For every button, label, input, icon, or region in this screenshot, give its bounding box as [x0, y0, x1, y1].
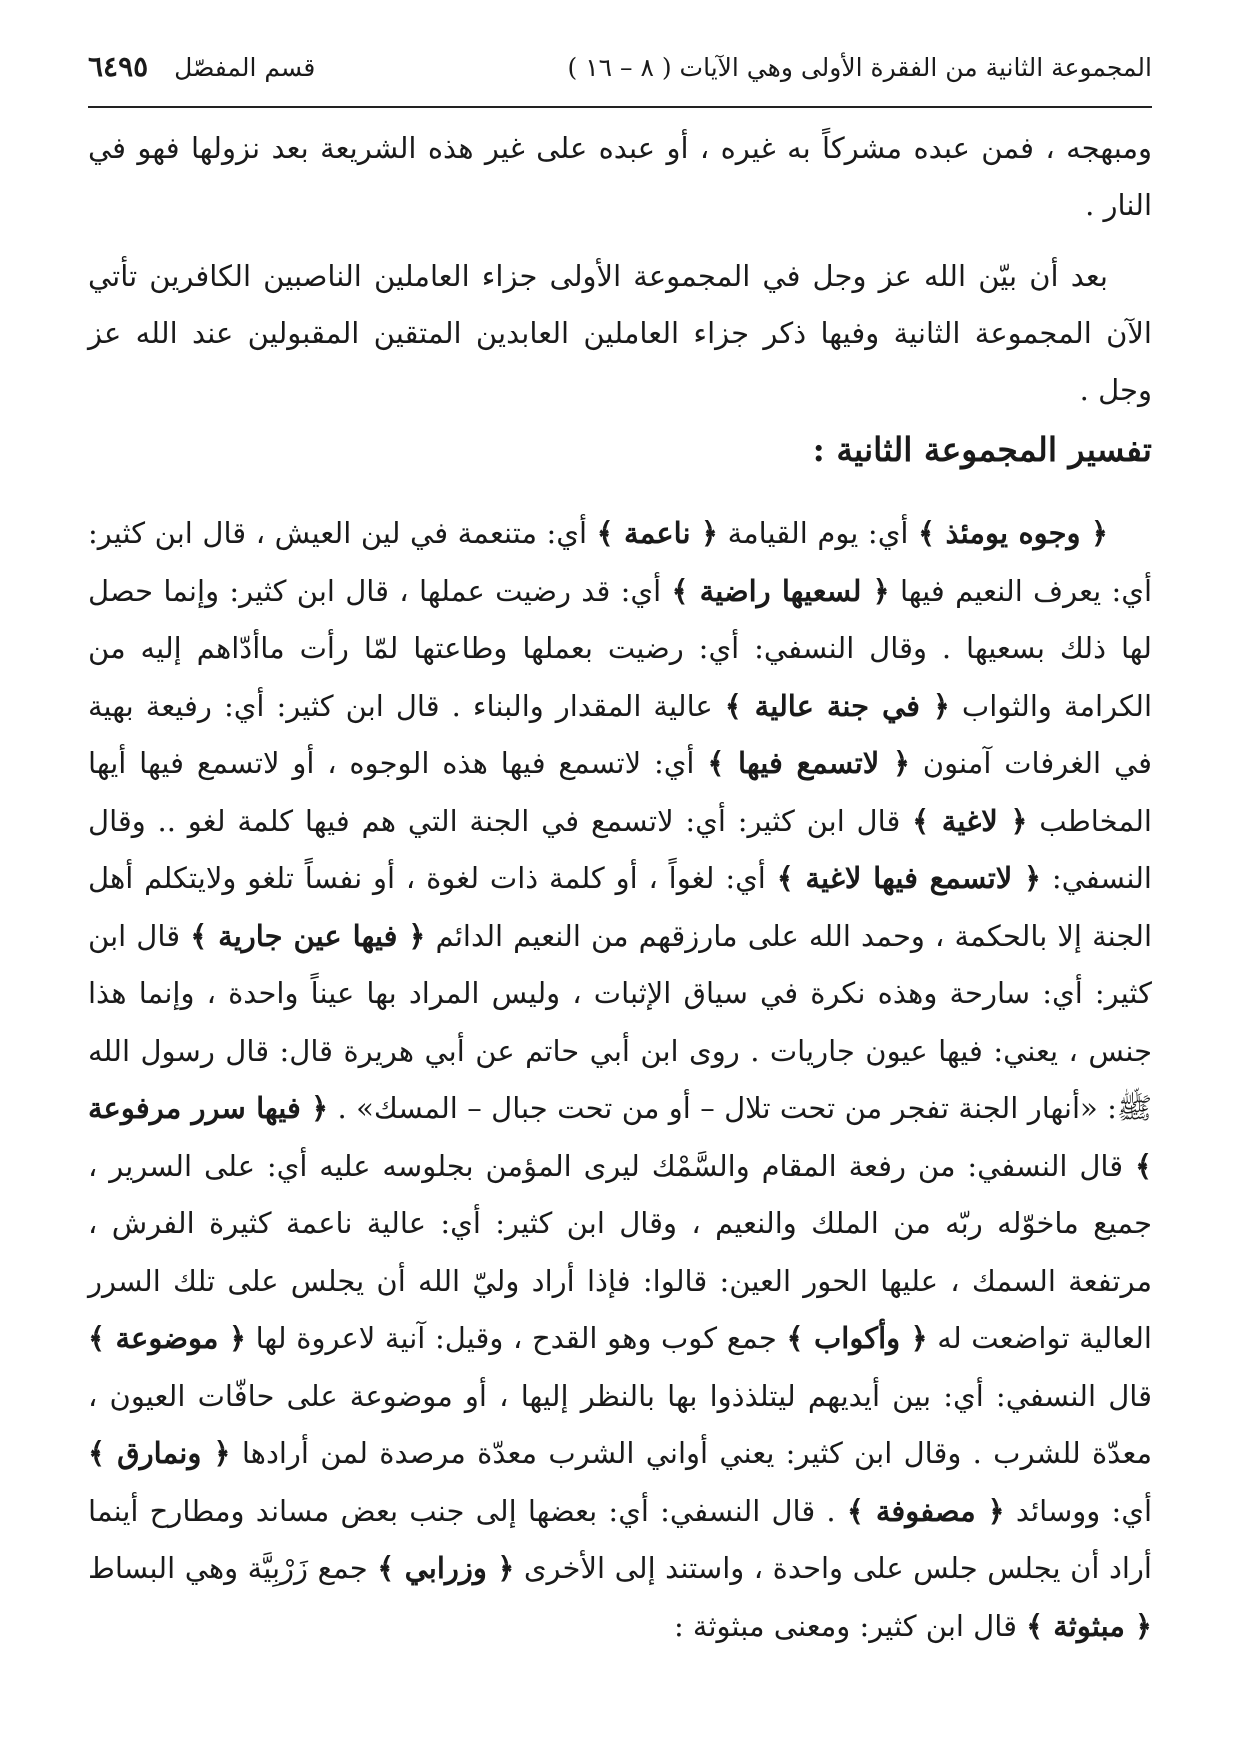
quran-phrase: ﴿ وأكواب ﴾ — [786, 1321, 928, 1355]
quran-phrase: ﴿ وزرابي ﴾ — [377, 1551, 515, 1585]
quran-phrase: ﴿ ناعمة ﴾ — [596, 516, 719, 550]
quran-phrase: ﴿ لاتسمع فيها ﴾ — [707, 746, 910, 780]
commentary-text: جمع كوب وهو القدح ، وقيل: آنية لاعروة لها — [245, 1321, 787, 1355]
commentary-text: أي: ووسائد — [1004, 1493, 1153, 1528]
quran-phrase: ﴿ فيها عين جارية ﴾ — [190, 918, 426, 953]
commentary-text: قال ابن كثير: ومعنى مبثوثة : — [673, 1608, 1027, 1643]
running-header — [88, 50, 1152, 98]
commentary-text: أي: متنعمة في لين العيش ، قال ابن كثير: أي: يعرف النعيم فيها — [88, 516, 1152, 608]
commentary-text: أي: قد رضيت عملها ، قال ابن كثير: وإنما حصل لها ذلك بسعيها . وقال النسفي: أي: رضيت بعملها وطاعتها لمّا رأت ماأدّاهم إليه من الكرامة والثواب — [88, 573, 1152, 723]
header-title: المجموعة الثانية من الفقرة الأولى وهي الآيات ( ٨ – ١٦ ) — [567, 53, 1152, 82]
intro-paragraph-1: ومبهجه ، فمن عبده مشركاً به غيره ، أو عبده على غير هذه الشريعة بعد نزولها فهو في النار . — [88, 131, 1152, 222]
header-meta-group — [88, 50, 315, 83]
commentary-text: عالية المقدار والبناء . قال ابن كثير: أي: رفيعة بهية في الغرفات آمنون — [88, 688, 1152, 780]
commentary-paragraph — [88, 505, 1152, 1655]
quran-phrase: ﴿ لاغية ﴾ — [912, 803, 1028, 838]
quran-phrase: ﴿ موضوعة ﴾ — [88, 1321, 246, 1355]
commentary-text: قال ابن كثير: أي: لاتسمع في الجنة التي هم فيها كلمة لغو .. وقال النسفي: — [88, 803, 1152, 895]
header-rule — [88, 106, 1152, 108]
commentary-text: أي: لاتسمع فيها هذه الوجوه ، أو لاتسمع فيها أيها المخاطب — [88, 746, 1152, 838]
quran-phrase: ﴿ ونمارق ﴾ — [88, 1436, 231, 1470]
quran-phrase: ﴿ مصفوفة ﴾ — [846, 1493, 1005, 1528]
paragraph-gap — [88, 234, 1152, 248]
commentary-text: جمع زَرْبِيَّة وهي البساط — [88, 1551, 378, 1585]
quran-phrase: ﴿ فيها سرر مرفوعة ﴾ — [88, 1091, 1152, 1183]
commentary-text: . قال النسفي: أي: بعضها إلى جنب بعض مساند ومطارح أينما أراد أن يجلس جلس على واحدة ، واستند إلى الأخرى — [88, 1493, 1152, 1585]
section-title: تفسير المجموعة الثانية : — [812, 430, 1152, 469]
quran-phrase: ﴿ في جنة عالية ﴾ — [724, 688, 950, 723]
commentary-text: قال ابن كثير: أي: سارحة وهذه نكرة في سياق الإثبات ، وليس المراد بها عيناً واحدة ، وإنما هذا جنس ، يعني: فيها عيون جاريات . روى ابن أبي حاتم عن أبي هريرة قال: قال رسول الله ﷺ: «أنهار الجنة تفجر من تحت تلال – أو من تحت جبال – المسك» . — [88, 918, 1152, 1125]
header-section: قسم المفصّل — [174, 53, 316, 82]
quran-phrase: ﴿ مبثوثة ﴾ — [1026, 1608, 1152, 1643]
commentary-text: قال النسفي: أي: بين أيديهم ليتلذذوا بها بالنظر إليها ، أو موضوعة على حافّات العيون ، معدّة للشرب . وقال ابن كثير: يعني أواني الشرب معدّة مرصدة لمن أرادها — [88, 1378, 1153, 1470]
quran-phrase: ﴿ لسعيها راضية ﴾ — [671, 573, 890, 608]
page-number: ٦٤٩٥ — [88, 50, 149, 83]
commentary-text: أي: يوم القيامة — [718, 516, 919, 550]
quran-phrase: ﴿ وجوه يومئذ ﴾ — [918, 516, 1108, 550]
header-title-group — [567, 53, 1152, 82]
commentary-text: قال النسفي: من رفعة المقام والسَّمْك ليرى المؤمن بجلوسه عليه أي: على السرير ، جميع ماخوّله ربّه من الملك والنعيم ، وقال ابن كثير: أي: عالية ناعمة كثيرة الفرش ، مرتفعة السمك ، عليها الحور العين: قالوا: فإذا أراد وليّ الله أن يجلس على تلك السرر العالية تواضعت له — [88, 1148, 1152, 1355]
commentary-text: أي: لغواً ، أو كلمة ذات لغوة ، أو نفساً تلغو ولايتكلم أهل الجنة إلا بالحكمة ، وحمد الله على مارزقهم من النعيم الدائم — [88, 861, 1153, 953]
quran-phrase: ﴿ لاتسمع فيها لاغية ﴾ — [776, 861, 1042, 895]
intro-paragraph-2: بعد أن بيّن الله عز وجل في المجموعة الأولى جزاء العاملين الناصبين الكافرين تأتي الآن المجموعة الثانية وفيها ذكر جزاء العاملين العابدين المتقين المقبولين عند الله عز وجل . — [88, 259, 1152, 407]
